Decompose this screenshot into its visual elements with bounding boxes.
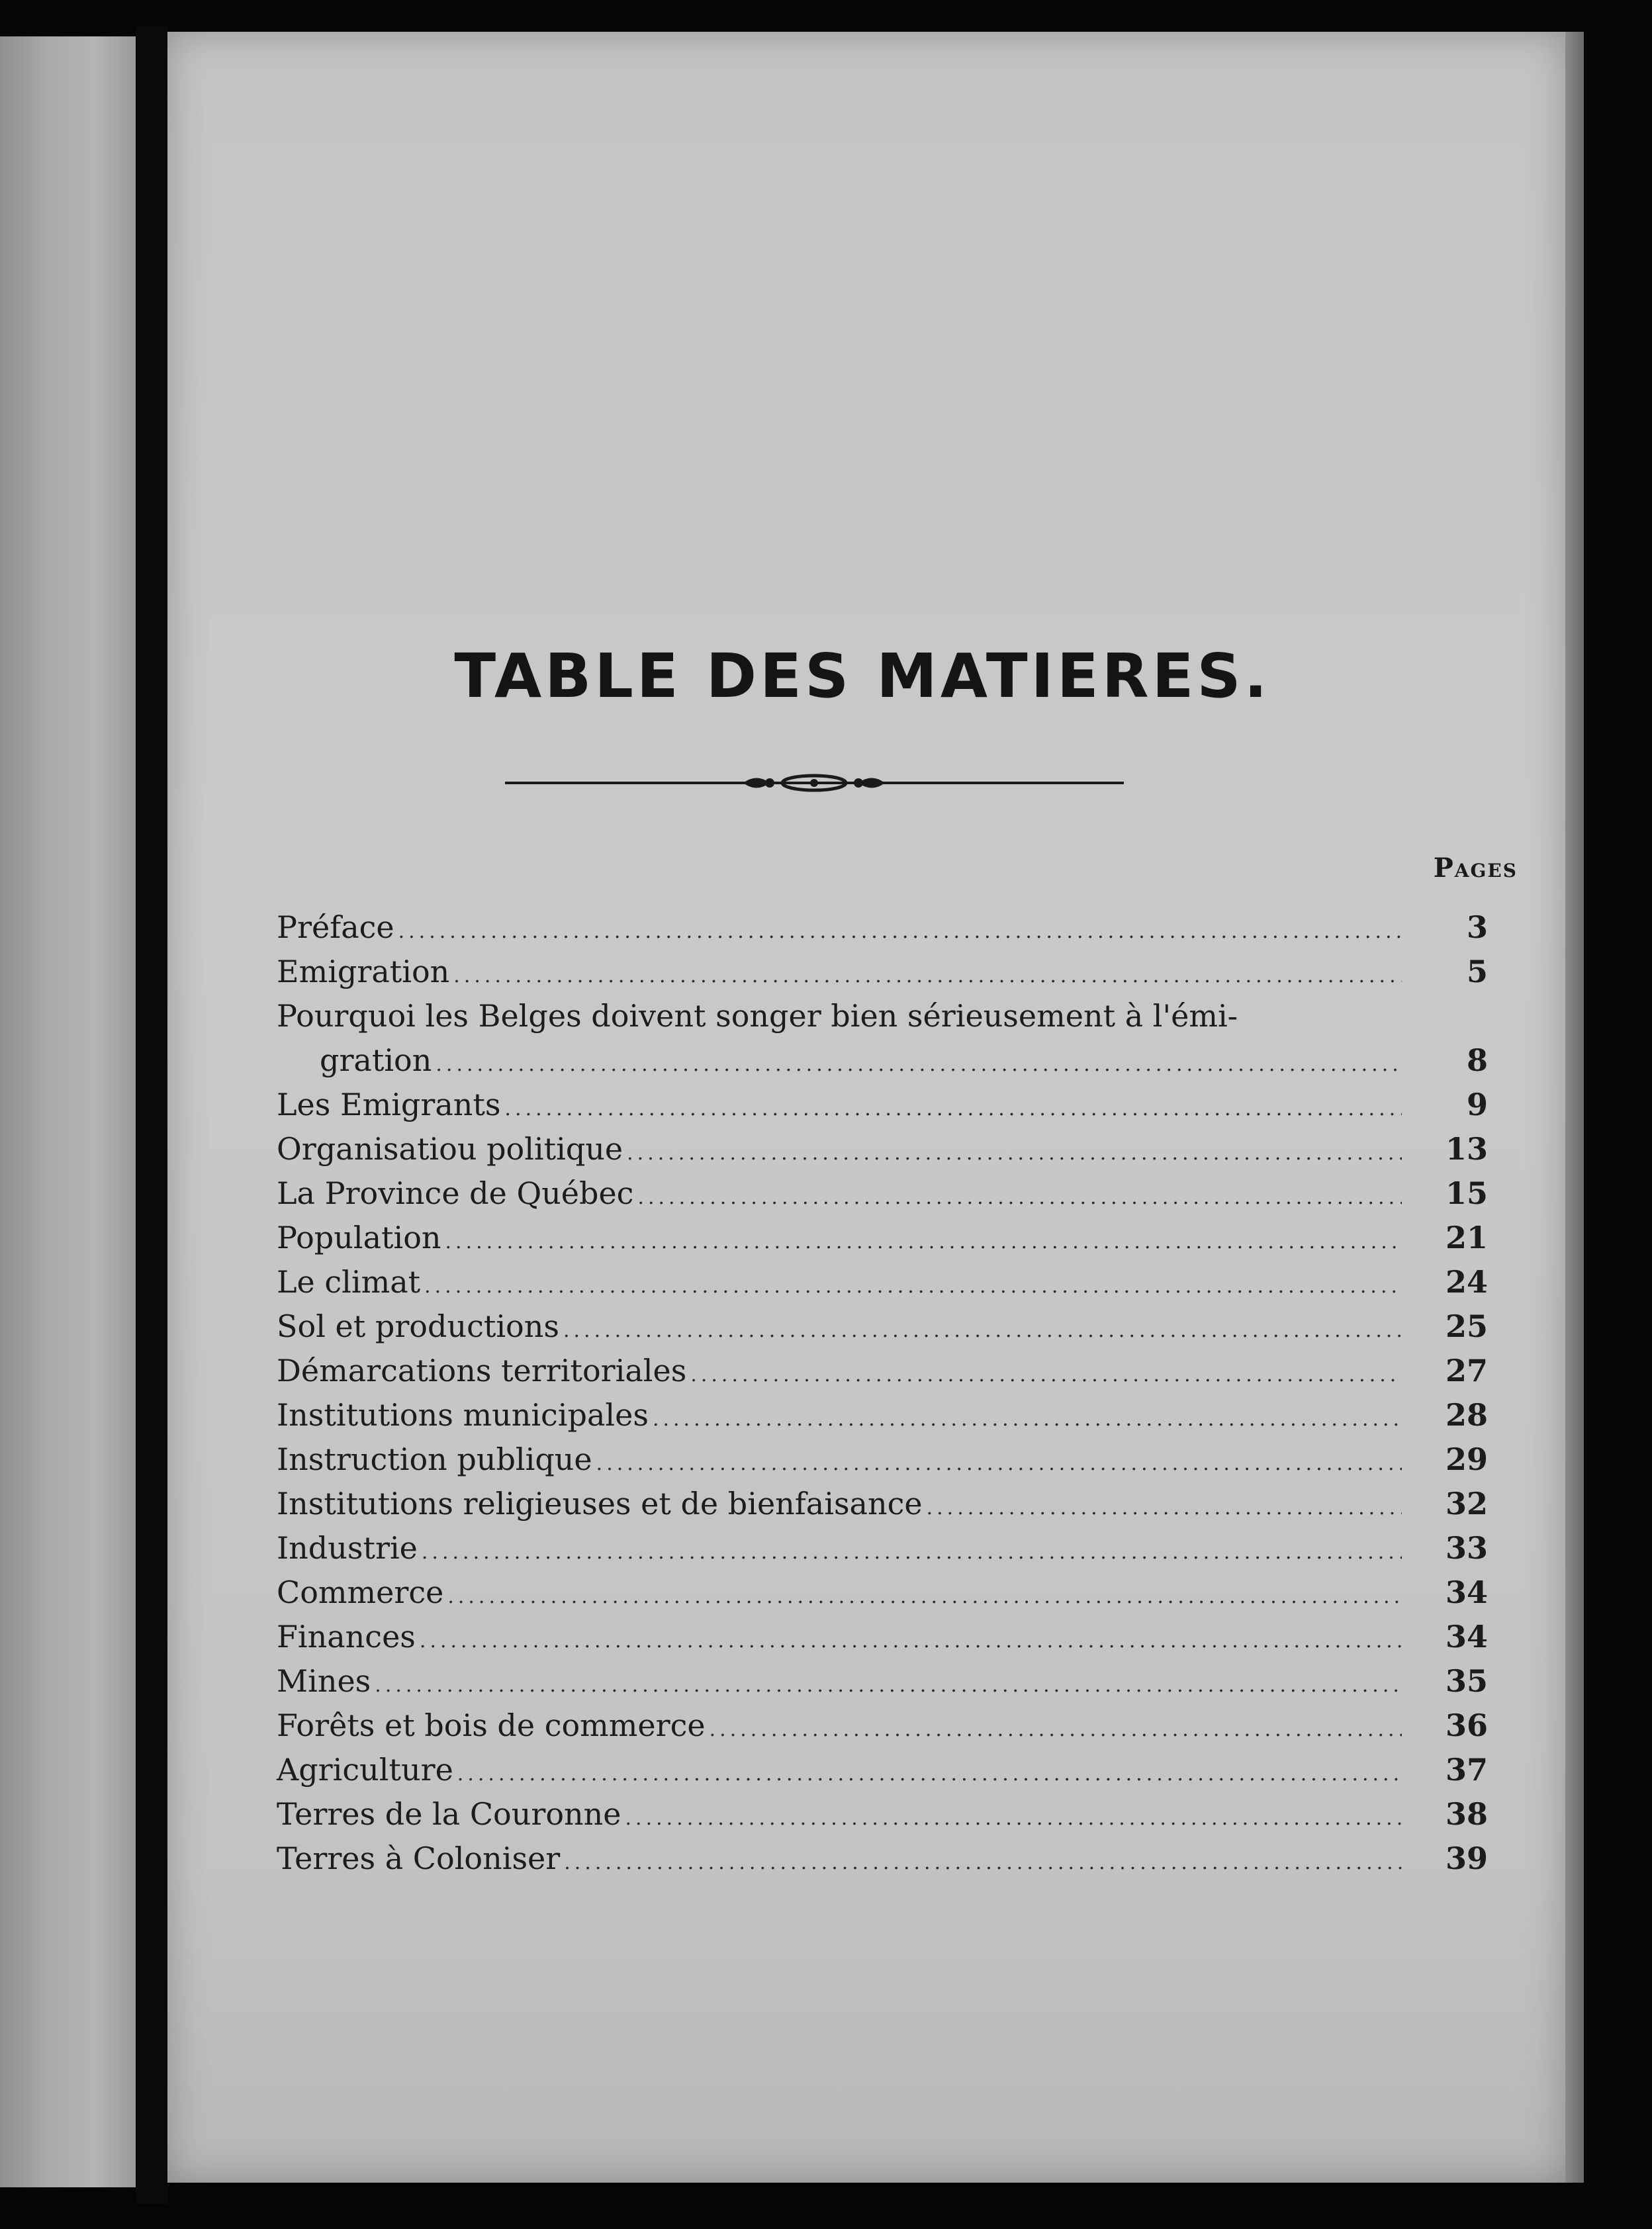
dot-leader	[596, 1441, 1402, 1486]
toc-entry-page: 15	[1445, 1175, 1488, 1211]
toc-entry	[277, 1570, 1488, 1615]
toc-entry-title: Instruction publique	[277, 1441, 592, 1477]
toc-entry	[277, 1083, 1488, 1127]
toc-entry-page: 25	[1445, 1308, 1488, 1344]
toc-entry-title: Industrie	[277, 1530, 418, 1566]
toc-entry-page: 28	[1445, 1397, 1488, 1433]
page-title: TABLE DES MATIERES.	[454, 641, 1271, 711]
toc-entry-title: Institutions religieuses et de bienfaisance	[277, 1486, 923, 1522]
toc-entry	[277, 1216, 1488, 1260]
toc-entry	[277, 1748, 1488, 1792]
toc-entry	[277, 1127, 1488, 1171]
toc-entry-page: 5	[1466, 954, 1488, 989]
toc-entry-title: Emigration	[277, 954, 450, 989]
toc-entry-page: 33	[1445, 1530, 1488, 1566]
toc-entry-title: Démarcations territoriales	[277, 1353, 687, 1388]
dot-leader	[453, 954, 1402, 998]
toc-entry-title: Population	[277, 1220, 441, 1255]
toc-entry-page: 13	[1445, 1131, 1488, 1167]
toc-entry-page: 3	[1466, 909, 1488, 945]
toc-entry-title: Le climat	[277, 1264, 421, 1300]
toc-entry	[277, 1482, 1488, 1526]
toc-entry	[277, 1437, 1488, 1482]
toc-entry-title: Commerce	[277, 1574, 444, 1610]
toc-entry	[277, 1526, 1488, 1570]
toc-entry-page: 38	[1445, 1796, 1488, 1832]
toc-entry-title: Agriculture	[277, 1752, 453, 1788]
toc-entry-page: 36	[1445, 1707, 1488, 1743]
toc-entry-title-line1: Pourquoi les Belges doivent songer bien sérieusement à l'émi-	[277, 998, 1238, 1034]
toc-entry-page: 34	[1445, 1574, 1488, 1610]
dot-leader	[627, 1131, 1402, 1175]
dot-leader	[710, 1707, 1402, 1752]
toc-entry	[277, 1304, 1488, 1349]
toc-entry	[277, 994, 1488, 1083]
dot-leader	[563, 1308, 1402, 1353]
dot-leader	[690, 1353, 1402, 1397]
toc-entry-page: 32	[1445, 1486, 1488, 1522]
toc-entry-title: Mines	[277, 1663, 371, 1699]
toc-entry	[277, 1393, 1488, 1437]
table-of-contents	[277, 905, 1488, 1881]
toc-entry-title: Institutions municipales	[277, 1397, 649, 1433]
toc-entry-title: Terres à Coloniser	[277, 1841, 561, 1876]
toc-entry-page: 21	[1445, 1220, 1488, 1255]
title-ornament	[505, 766, 1124, 799]
toc-entry	[277, 1615, 1488, 1659]
toc-entry	[277, 1704, 1488, 1748]
dot-leader	[445, 1220, 1402, 1264]
toc-entry	[277, 1349, 1488, 1393]
book-gutter	[136, 26, 167, 2204]
toc-entry-title: gration	[320, 1042, 432, 1078]
dot-leader	[564, 1841, 1402, 1885]
dot-leader	[375, 1663, 1402, 1707]
toc-entry	[277, 1837, 1488, 1881]
toc-entry-title: Forêts et bois de commerce	[277, 1707, 706, 1743]
dot-leader	[505, 1087, 1402, 1131]
toc-entry-page: 37	[1445, 1752, 1488, 1788]
dot-leader	[927, 1486, 1402, 1530]
toc-entry	[277, 950, 1488, 994]
toc-entry	[277, 1792, 1488, 1837]
toc-entry-title: Préface	[277, 909, 394, 945]
toc-entry	[277, 1260, 1488, 1304]
toc-entry-page: 9	[1466, 1087, 1488, 1122]
dot-leader	[457, 1752, 1402, 1796]
toc-entry-page: 29	[1445, 1441, 1488, 1477]
dot-leader	[422, 1530, 1402, 1574]
toc-entry-title: Les Emigrants	[277, 1087, 501, 1122]
toc-entry-title: Organisatiou politique	[277, 1131, 623, 1167]
toc-entry-page: 35	[1445, 1663, 1488, 1699]
page-edge	[1565, 32, 1584, 2183]
toc-entry	[277, 905, 1488, 950]
toc-entry-title: Finances	[277, 1619, 416, 1655]
dot-leader	[447, 1574, 1402, 1619]
dot-leader	[398, 909, 1402, 954]
toc-entry-title: Sol et productions	[277, 1308, 559, 1344]
toc-entry-page: 39	[1445, 1841, 1488, 1876]
pages-column-header: Pages	[1433, 852, 1518, 884]
dot-leader	[420, 1619, 1402, 1663]
toc-entry-title: La Province de Québec	[277, 1175, 634, 1211]
toc-entry-title: Terres de la Couronne	[277, 1796, 621, 1832]
toc-entry-page: 8	[1466, 1042, 1488, 1078]
toc-entry-page: 27	[1445, 1353, 1488, 1388]
toc-entry-page: 34	[1445, 1619, 1488, 1655]
dot-leader	[625, 1796, 1402, 1841]
toc-entry	[277, 1659, 1488, 1704]
left-page-fragment	[0, 36, 136, 2187]
toc-entry-page: 24	[1445, 1264, 1488, 1300]
dot-leader	[637, 1175, 1402, 1220]
book-page	[167, 32, 1565, 2183]
dot-leader	[436, 1042, 1402, 1087]
dot-leader	[424, 1264, 1402, 1308]
toc-entry	[277, 1171, 1488, 1216]
dot-leader	[653, 1397, 1402, 1441]
